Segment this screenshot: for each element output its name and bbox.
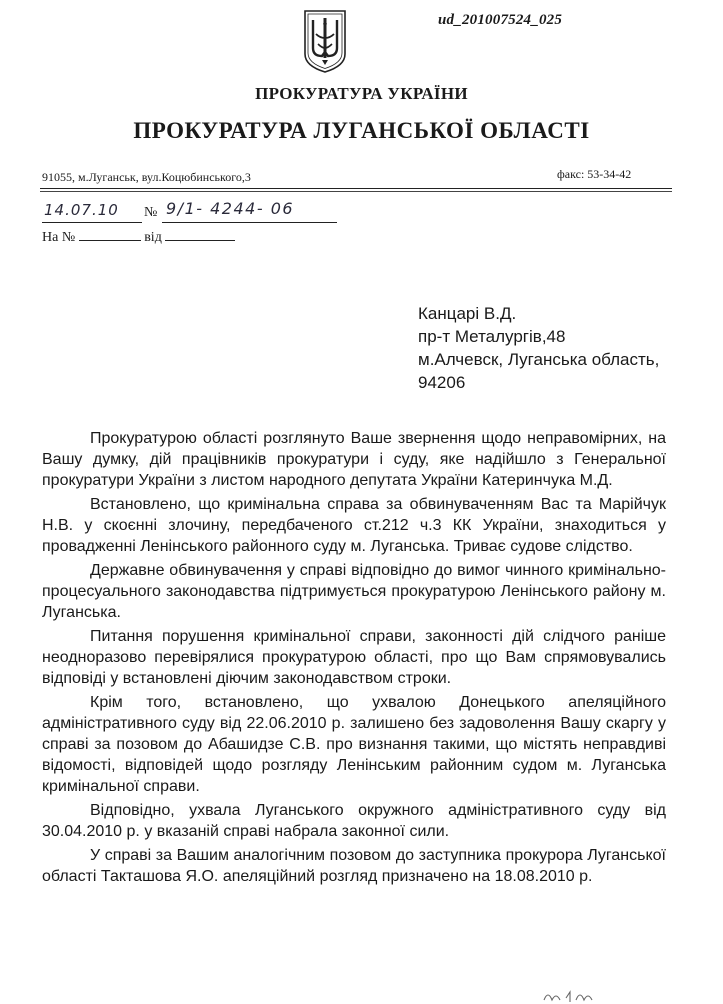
body-paragraph: Відповідно, ухвала Луганського окружного адміністративного суду від 30.04.2010 р. у вказаній справі набрала законної сили.: [42, 802, 666, 840]
addressee-postcode: 94206: [418, 373, 466, 392]
reference-from-label: від: [144, 230, 162, 245]
body-paragraph: Прокуратурою області розглянуто Ваше звернення щодо неправомірних, на Вашу думку, дій працівників прокуратури і суду, яке надійшло з Генеральної прокуратури України з листом народного депутата України Катеринчука М.Д.: [42, 430, 666, 489]
body-paragraph: Встановлено, що кримінальна справа за обвинуваченням Вас та Марійчук Н.В. у скоєнні злочину, передбаченого ст.212 ч.3 КК України, знаходиться у провадженні Ленінського районного суду м. Луганська. Триває судове слідство.: [42, 496, 666, 555]
addressee-city: м.Алчевск, Луганська область,: [418, 350, 660, 369]
reference-no-blank: [79, 228, 141, 241]
reference-no-label: На №: [42, 230, 76, 245]
reference-line: [42, 228, 235, 246]
outgoing-number: 9/1- 4244- 06: [166, 199, 295, 218]
body-paragraph: У справі за Вашим аналогічним позовом до заступника прокурора Луганської області Такташова Я.О. апеляційний розгляд призначено на 18.08.2010 р.: [42, 847, 666, 885]
letter-body: [42, 428, 666, 890]
addressee-block: [418, 302, 659, 394]
org-regional-title: ПРОКУРАТУРА ЛУГАНСЬКОЇ ОБЛАСТІ: [133, 118, 590, 143]
org-fax: факс: 53-34-42: [557, 167, 632, 181]
handwritten-mark: [540, 988, 600, 1004]
body-paragraph: Крім того, встановлено, що ухвалою Донецького апеляційного адміністративного суду від 22.06.2010 р. залишено без задоволення Вашу скаргу у справі за позовом до Абашидзе С.В. про визнання такими, що містять неправдиві відомості, відповідей щодо розгляду Ленінським районним судом м. Луганська кримінальної справи.: [42, 694, 666, 795]
header-rule-thin: [40, 191, 672, 192]
reference-from-blank: [165, 228, 235, 241]
outgoing-date: 14.07.10: [44, 201, 119, 219]
header-rule: [40, 188, 672, 189]
addressee-name: Канцарі В.Д.: [418, 304, 517, 323]
trident-emblem-icon: [302, 8, 348, 74]
org-address: 91055, м.Луганськ, вул.Коцюбинського,3: [42, 170, 251, 184]
addressee-street: пр-т Металургів,48: [418, 327, 566, 346]
body-paragraph: Питання порушення кримінальної справи, законності дій слідчого раніше неодноразово перевірялися прокуратурою області, про що Вам спрямовувались відповіді у встановлені діючим законодавством строки.: [42, 628, 666, 687]
number-sign: №: [144, 205, 158, 220]
number-underline: [162, 222, 337, 223]
outgoing-registration: [42, 198, 342, 226]
date-underline: [42, 222, 142, 223]
body-paragraph: Державне обвинувачення у справі відповідно до вимог чинного кримінально-процесуального законодавства підтримується прокуратурою Ленінського району м. Луганська.: [42, 562, 666, 621]
document-id: ud_201007524_025: [438, 12, 563, 28]
org-main-title: ПРОКУРАТУРА УКРАЇНИ: [255, 84, 468, 103]
